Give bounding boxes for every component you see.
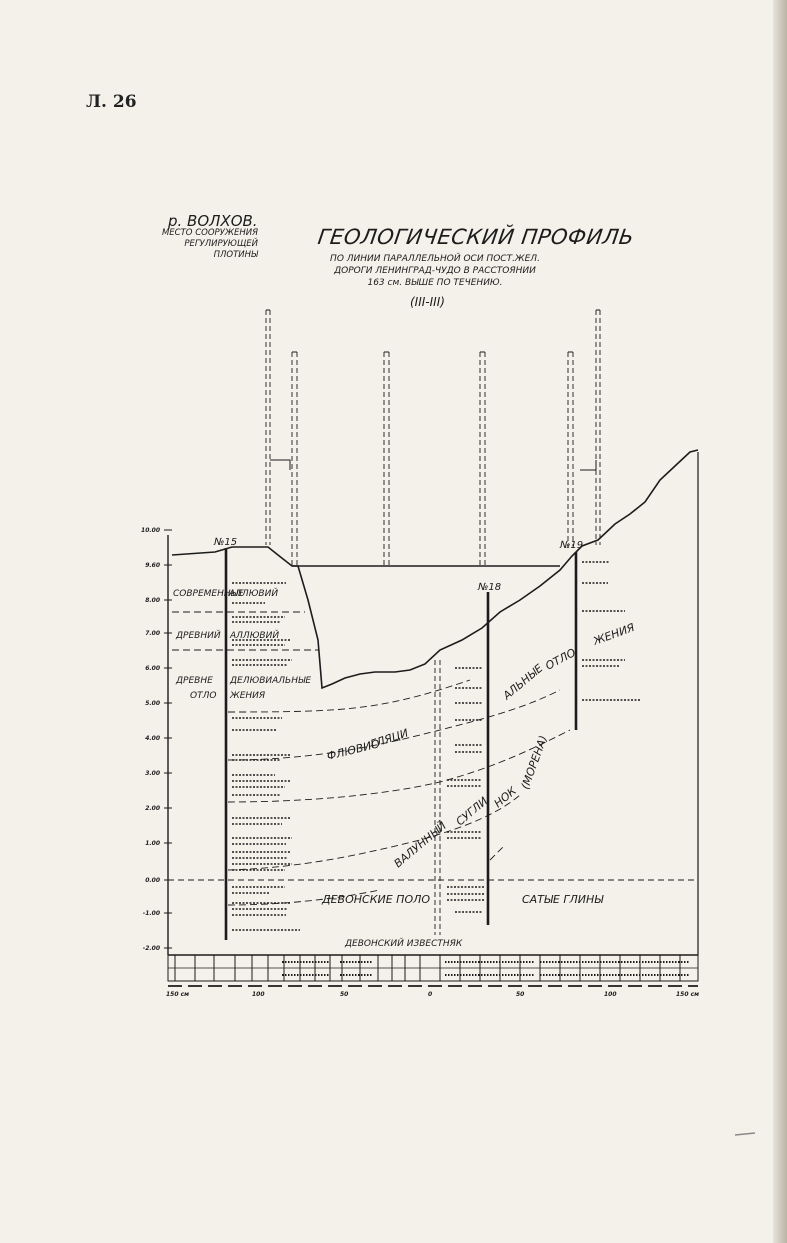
layer-deluvial-2: ДЕЛЮВИАЛЬНЫЕ bbox=[230, 676, 312, 686]
layer-glacial-2: ГЛЯЦИ bbox=[368, 726, 410, 751]
page-number: Л. 26 bbox=[86, 92, 137, 112]
x-label-100-left: 100 bbox=[252, 991, 265, 998]
layer-boundaries bbox=[172, 612, 570, 905]
layer-glacial-5: ЖЕНИЯ bbox=[591, 620, 637, 648]
layer-modern: СОВРЕМЕННЫЕ bbox=[173, 589, 244, 599]
x-axis-labels bbox=[166, 991, 699, 998]
layer-glacial-4: ОТЛО bbox=[543, 646, 578, 673]
x-label-0: 0 bbox=[428, 991, 433, 998]
scale-ruler-marks bbox=[282, 962, 690, 975]
x-label-50-right: 50 bbox=[516, 991, 525, 998]
y-label-6: 6.00 bbox=[145, 665, 160, 672]
y-axis-labels bbox=[141, 527, 160, 952]
y-label-3: 3.00 bbox=[145, 770, 160, 777]
layer-limestone: ДЕВОНСКИЙ ИЗВЕСТНЯК bbox=[345, 939, 463, 949]
y-label-4: 4.00 bbox=[145, 735, 160, 742]
x-label-100-right: 100 bbox=[604, 991, 617, 998]
layer-devonian-1: ДЕВОНСКИЕ ПОЛО bbox=[322, 893, 431, 906]
y-label-neg1: -1.00 bbox=[142, 910, 160, 917]
layer-boulder-1: ВАЛУННЫЙ bbox=[391, 819, 449, 871]
layer-boulder-2: СУГЛИ bbox=[453, 794, 491, 829]
borehole-18-label: №18 bbox=[478, 582, 502, 593]
ground-surface bbox=[172, 450, 698, 688]
x-label-150-right: 150 см bbox=[676, 991, 700, 998]
layer-glacial-3: АЛЬНЫЕ bbox=[500, 661, 546, 703]
borehole-18-log bbox=[447, 668, 484, 912]
layer-deluvial-4: ЖЕНИЯ bbox=[230, 691, 266, 701]
y-label-9-6: 9.60 bbox=[145, 562, 160, 569]
layer-deluvial-3: ОТЛО bbox=[190, 691, 217, 701]
borehole-15-label: №15 bbox=[214, 537, 238, 548]
y-label-7: 7.00 bbox=[145, 630, 160, 637]
y-label-1: 1.00 bbox=[145, 840, 160, 847]
y-label-8: 8.00 bbox=[145, 597, 160, 604]
layer-devonian-2: САТЫЕ ГЛИНЫ bbox=[522, 893, 604, 906]
subtitle-line1: ПО ЛИНИИ ПАРАЛЛЕЛЬНОЙ ОСИ ПОСТ.ЖЕЛ. bbox=[330, 254, 540, 264]
subtitle-line3: 163 см. ВЫШЕ ПО ТЕЧЕНИЮ. bbox=[367, 278, 503, 288]
layer-alluvium: АЛЛЮВИЙ bbox=[229, 589, 279, 599]
y-label-2: 2.00 bbox=[145, 805, 160, 812]
y-label-neg2: -2.00 bbox=[142, 945, 160, 952]
subtitle-line2: ДОРОГИ ЛЕНИНГРАД-ЧУДО В РАССТОЯНИИ bbox=[334, 266, 536, 276]
layer-boulder-3: НОК bbox=[491, 784, 519, 811]
layer-deluvial-1: ДРЕВНЕ bbox=[176, 676, 213, 686]
layer-ancient: ДРЕВНИЙ bbox=[176, 631, 221, 641]
site-caption-line1: МЕСТО СООРУЖЕНИЯ bbox=[161, 228, 258, 238]
y-label-0: 0.00 bbox=[145, 877, 160, 884]
profile-title: ГЕОЛОГИЧЕСКИЙ ПРОФИЛЬ bbox=[316, 225, 636, 249]
section-label: (III-III) bbox=[410, 295, 445, 309]
layer-glacial-1: ФЛЮВИО bbox=[325, 737, 382, 763]
y-label-5: 5.00 bbox=[145, 700, 160, 707]
x-label-150-left: 150 см bbox=[166, 991, 190, 998]
scale-ruler bbox=[168, 955, 698, 981]
borehole-19-label: №19 bbox=[560, 540, 584, 551]
x-label-50-left: 50 bbox=[340, 991, 349, 998]
river-name: р. ВОЛХОВ. bbox=[168, 212, 258, 230]
survey-vertical-caps bbox=[266, 310, 600, 470]
y-label-10: 10.00 bbox=[141, 527, 160, 534]
layer-alluvium2: АЛЛЮВИЙ bbox=[230, 631, 280, 641]
site-caption-line2: РЕГУЛИРУЮЩЕЙ ПЛОТИНЫ bbox=[184, 239, 258, 260]
layer-boulder-4: (МОРЕНА) bbox=[518, 733, 551, 792]
margin-mark bbox=[735, 1133, 755, 1135]
